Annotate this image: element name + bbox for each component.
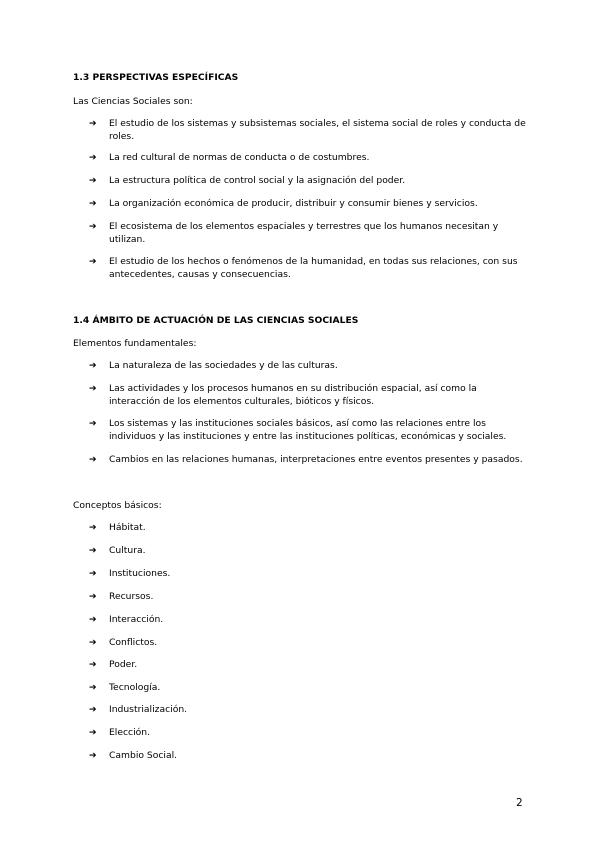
arrow-bullet-icon: ➔: [89, 455, 97, 465]
list-item-text: Tecnología.: [109, 682, 161, 693]
section-heading-1-3: 1.3 PERSPECTIVAS ESPECÍFICAS: [73, 72, 239, 83]
arrow-bullet-icon: ➔: [89, 728, 97, 738]
arrow-bullet-icon: ➔: [89, 546, 97, 556]
list-item: [89, 727, 529, 740]
list-item: [89, 568, 529, 581]
arrow-bullet-icon: ➔: [89, 705, 97, 715]
arrow-bullet-icon: ➔: [89, 361, 97, 371]
list-item-text: Hábitat.: [109, 522, 146, 533]
section-intro-1-4: Elementos fundamentales:: [73, 338, 197, 349]
list-item: [89, 175, 529, 188]
page-number: 2: [516, 797, 523, 809]
list-item-text: Los sistemas y las instituciones sociales básicos, así como las relaciones entre los individuos y las instituciones y entre las instituciones políticas, económicas y sociales.: [109, 418, 507, 442]
arrow-bullet-icon: ➔: [89, 119, 97, 129]
list-item-text: Recursos.: [109, 591, 154, 602]
section-intro-1-3: Las Ciencias Sociales son:: [73, 96, 193, 107]
list-item: [89, 545, 529, 558]
list-item-text: Cultura.: [109, 545, 146, 556]
list-item-text: Las actividades y los procesos humanos en su distribución espacial, así como la interacción de los elementos culturales, bióticos y físicos.: [109, 383, 477, 407]
list-item: [89, 591, 529, 604]
list-item: [89, 221, 529, 246]
list-item-text: La red cultural de normas de conducta o de costumbres.: [109, 152, 370, 163]
list-item: [89, 614, 529, 627]
list-item: [89, 637, 529, 650]
arrow-bullet-icon: ➔: [89, 569, 97, 579]
list-item: [89, 522, 529, 535]
arrow-bullet-icon: ➔: [89, 257, 97, 267]
list-item-text: El estudio de los sistemas y subsistemas sociales, el sistema social de roles y conducta de roles.: [109, 118, 526, 142]
list-item: [89, 118, 529, 143]
list-item: [89, 418, 529, 443]
arrow-bullet-icon: ➔: [89, 751, 97, 761]
arrow-bullet-icon: ➔: [89, 615, 97, 625]
list-item: [89, 198, 529, 211]
list-item-text: El estudio de los hechos o fenómenos de la humanidad, en todas sus relaciones, con sus antecedentes, causas y consecuencias.: [109, 256, 518, 280]
list-item: [89, 704, 529, 717]
list-item-text: Cambios en las relaciones humanas, interpretaciones entre eventos presentes y pasados.: [109, 454, 523, 465]
list-item-text: Instituciones.: [109, 568, 171, 579]
list-item-text: La estructura política de control social y la asignación del poder.: [109, 175, 406, 186]
arrow-bullet-icon: ➔: [89, 384, 97, 394]
list-item: [89, 360, 529, 373]
list-item: [89, 659, 529, 672]
list-item-text: El ecosistema de los elementos espaciales y terrestres que los humanos necesitan y utilizan.: [109, 221, 499, 245]
list-item-text: Cambio Social.: [109, 750, 178, 761]
list-item: [89, 682, 529, 695]
list-item-text: La organización económica de producir, distribuir y consumir bienes y servicios.: [109, 198, 478, 209]
list-item-text: Interacción.: [109, 614, 164, 625]
arrow-bullet-icon: ➔: [89, 176, 97, 186]
list-item-text: Elección.: [109, 727, 151, 738]
list-item: [89, 383, 529, 408]
arrow-bullet-icon: ➔: [89, 153, 97, 163]
arrow-bullet-icon: ➔: [89, 199, 97, 209]
list-item: [89, 152, 529, 165]
list-item-text: La naturaleza de las sociedades y de las culturas.: [109, 360, 338, 371]
arrow-bullet-icon: ➔: [89, 660, 97, 670]
list-item-text: Conflictos.: [109, 637, 158, 648]
list-item: [89, 256, 529, 281]
arrow-bullet-icon: ➔: [89, 683, 97, 693]
arrow-bullet-icon: ➔: [89, 222, 97, 232]
list-item: [89, 454, 529, 467]
section-heading-1-4: 1.4 ÁMBITO DE ACTUACIÓN DE LAS CIENCIAS SOCIALES: [73, 315, 359, 326]
list-item-text: Poder.: [109, 659, 138, 670]
arrow-bullet-icon: ➔: [89, 419, 97, 429]
list-item-text: Industrialización.: [109, 704, 188, 715]
concepts-intro: Conceptos básicos:: [73, 500, 162, 511]
arrow-bullet-icon: ➔: [89, 638, 97, 648]
list-item: [89, 750, 529, 763]
arrow-bullet-icon: ➔: [89, 592, 97, 602]
arrow-bullet-icon: ➔: [89, 523, 97, 533]
